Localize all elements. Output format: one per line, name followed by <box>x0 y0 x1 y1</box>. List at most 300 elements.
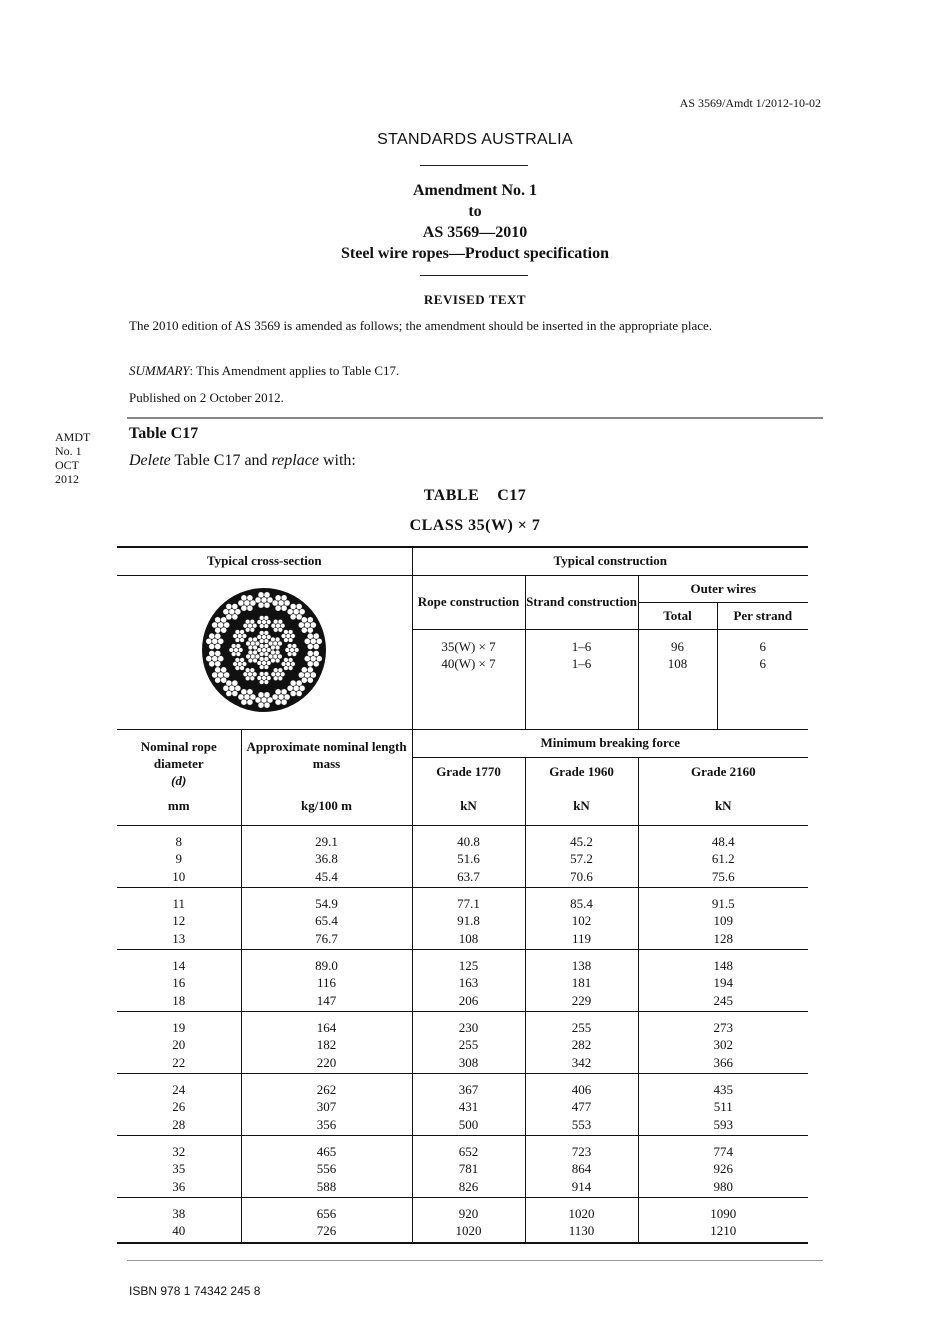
cell-value: 14 <box>172 957 186 973</box>
cell-value: 1210 <box>710 1223 737 1238</box>
wire <box>223 685 229 691</box>
table-cell <box>638 1011 808 1073</box>
published-date: Published on 2 October 2012. <box>129 390 284 405</box>
table-cell <box>412 949 525 1011</box>
wire <box>209 644 215 650</box>
wire <box>278 694 284 700</box>
cell-value: 367 <box>458 1081 479 1097</box>
cell-value: 774 <box>713 1143 734 1159</box>
divider <box>420 275 528 276</box>
wire <box>221 617 227 623</box>
footer-divider <box>127 1260 823 1261</box>
wire <box>308 661 314 667</box>
table-cell <box>525 1073 638 1135</box>
wire <box>241 689 247 695</box>
wire <box>293 685 299 691</box>
wire <box>287 609 293 615</box>
construction-value: 40(W) × 7 <box>441 656 496 671</box>
table-row-group <box>117 1011 808 1073</box>
summary-text: : This Amendment applies to Table C17. <box>189 363 400 378</box>
table-cell <box>117 1197 241 1243</box>
cell-value: 109 <box>713 913 734 928</box>
table-cell <box>117 1135 241 1197</box>
cell-value: 85.4 <box>570 895 593 911</box>
cell-value: 22 <box>172 1054 186 1070</box>
wire <box>299 685 305 691</box>
wire <box>278 619 283 624</box>
cell-value: 366 <box>713 1054 734 1070</box>
cell-value: 102 <box>571 913 592 928</box>
wire <box>308 667 314 673</box>
instruction-end: with: <box>318 452 356 469</box>
table-cell <box>638 949 808 1011</box>
cell-value: 116 <box>316 975 337 990</box>
cell-value: 656 <box>316 1205 337 1221</box>
wire <box>260 631 265 636</box>
wire <box>253 645 258 650</box>
wire <box>247 605 253 611</box>
cell-value: 26 <box>172 1099 186 1114</box>
cell-value: 588 <box>316 1178 337 1194</box>
cell-value: 652 <box>458 1143 479 1159</box>
wire <box>246 619 251 624</box>
header-mass <box>241 729 412 825</box>
wire <box>244 694 250 700</box>
cell-value: 980 <box>713 1178 734 1194</box>
table-cell <box>241 825 412 887</box>
cell-value: 48.4 <box>711 833 735 849</box>
wire <box>235 685 241 691</box>
cell-value: 230 <box>458 1019 479 1035</box>
wire <box>260 616 265 621</box>
rope-construction-values <box>412 629 525 729</box>
wire <box>275 605 281 611</box>
cell-value: 477 <box>571 1099 592 1114</box>
cell-value: 18 <box>172 992 186 1008</box>
cell-value: 229 <box>571 992 592 1008</box>
table-cell <box>525 949 638 1011</box>
cell-value: 1090 <box>710 1205 737 1221</box>
cell-value: 500 <box>458 1116 479 1132</box>
table-cell <box>412 1073 525 1135</box>
table-row-group <box>117 949 808 1011</box>
wire <box>308 644 314 650</box>
cell-value: 255 <box>458 1037 479 1052</box>
cell-value: 342 <box>571 1054 592 1070</box>
wire <box>278 668 283 673</box>
table-cell <box>412 1011 525 1073</box>
cell-value: 593 <box>713 1116 734 1132</box>
wire <box>215 661 221 667</box>
cell-value: 45.2 <box>570 833 593 849</box>
wire <box>221 677 227 683</box>
cell-value: 19 <box>172 1019 186 1035</box>
header-per-strand: Per strand <box>717 602 808 629</box>
cross-section-cell <box>117 575 412 729</box>
cell-value: 16 <box>172 975 186 990</box>
cell-value: 89.0 <box>315 957 338 973</box>
cell-value: 77.1 <box>457 895 480 911</box>
intro-paragraph: The 2010 edition of AS 3569 is amended as follows; the amendment should be inserted in the appropriate place. <box>129 318 713 333</box>
wire <box>281 605 287 611</box>
margin-note-line: OCT <box>55 458 79 472</box>
cell-value: 406 <box>571 1081 592 1097</box>
construction-value: 108 <box>667 656 688 671</box>
cell-value: 307 <box>316 1099 337 1114</box>
cell-value: 431 <box>458 1099 479 1114</box>
table-cell <box>241 949 412 1011</box>
wire <box>226 680 232 686</box>
cell-value: 926 <box>713 1161 734 1176</box>
wire <box>284 658 289 663</box>
delete-word: Delete <box>129 452 171 469</box>
wire <box>305 622 311 628</box>
amendment-margin-note <box>55 430 90 486</box>
wire <box>302 627 308 633</box>
cell-value: 245 <box>713 992 734 1008</box>
wire <box>288 666 293 671</box>
unit-kn: kN <box>525 787 638 825</box>
wire <box>240 638 245 643</box>
wire <box>209 661 215 667</box>
wire <box>215 667 221 673</box>
cell-value: 32 <box>172 1143 186 1159</box>
table-cell <box>241 1011 412 1073</box>
wire <box>296 604 302 610</box>
cell-value: 864 <box>571 1161 592 1176</box>
wire <box>218 622 224 628</box>
wire <box>302 667 308 673</box>
wire <box>229 609 235 615</box>
cell-value: 914 <box>571 1178 592 1194</box>
cell-value: 10 <box>172 868 186 884</box>
wire <box>275 595 281 601</box>
cell-value: 36.8 <box>315 851 338 866</box>
wire <box>238 694 244 700</box>
wire <box>281 699 287 705</box>
table-cell <box>638 887 808 949</box>
wire <box>278 627 283 632</box>
wire <box>226 690 232 696</box>
header-d-symbol: (d) <box>171 772 187 788</box>
wire <box>235 609 241 615</box>
header-grade-1770: Grade 1770 <box>412 757 525 787</box>
wire <box>264 652 269 657</box>
wire <box>308 627 314 633</box>
header-nominal-diameter <box>117 729 241 825</box>
wire <box>290 690 296 696</box>
wire <box>241 605 247 611</box>
wire <box>240 666 245 671</box>
wire <box>292 644 297 649</box>
wire <box>241 595 247 601</box>
cell-value: 781 <box>458 1161 479 1176</box>
wire <box>278 676 283 681</box>
wire <box>271 650 276 655</box>
wire <box>305 656 311 662</box>
wire <box>311 622 317 628</box>
wire <box>260 644 265 649</box>
amendment-number: Amendment No. 1 <box>413 182 537 199</box>
wire <box>276 637 281 642</box>
construction-value: 96 <box>671 638 685 654</box>
table-cell <box>117 887 241 949</box>
cell-value: 356 <box>316 1116 337 1132</box>
wire <box>232 614 238 620</box>
wire <box>218 656 224 662</box>
header-grade-2160: Grade 2160 <box>638 757 808 787</box>
wire <box>247 595 253 601</box>
wire <box>274 668 279 673</box>
cell-value: 148 <box>713 957 734 973</box>
header-strand-construction: Strand construction <box>525 575 638 629</box>
wire <box>261 597 267 603</box>
wire <box>316 638 322 644</box>
cell-value: 1020 <box>568 1205 595 1221</box>
wire <box>221 667 227 673</box>
wire <box>248 637 253 642</box>
wire <box>247 689 253 695</box>
wire <box>221 627 227 633</box>
cell-value: 255 <box>571 1019 592 1035</box>
construction-value: 1–6 <box>571 656 592 671</box>
cell-value: 35 <box>172 1161 186 1176</box>
wire <box>212 622 218 628</box>
wire <box>223 609 229 615</box>
table-row-group <box>117 1197 808 1243</box>
wire <box>281 689 287 695</box>
cell-value: 302 <box>713 1037 734 1052</box>
header-nominal-diameter-text: Nominal rope diameter <box>140 738 217 771</box>
wire <box>212 656 218 662</box>
wire <box>215 644 221 650</box>
table-cell <box>412 825 525 887</box>
cell-value: 63.7 <box>457 868 480 884</box>
wire <box>260 672 265 677</box>
wire <box>271 637 276 642</box>
wire <box>215 651 221 657</box>
standard-number: AS 3569—2010 <box>422 224 528 241</box>
wire <box>290 604 296 610</box>
instruction-line <box>129 452 356 470</box>
wire <box>278 600 284 606</box>
table-cell <box>638 1197 808 1243</box>
wire <box>264 616 269 621</box>
wire <box>275 689 281 695</box>
cell-value: 164 <box>316 1019 337 1035</box>
cell-value: 553 <box>571 1116 592 1132</box>
replace-word: replace <box>271 452 319 469</box>
wire <box>206 656 212 662</box>
wire <box>292 652 297 657</box>
cell-value: 262 <box>316 1081 337 1097</box>
summary-label: SUMMARY <box>129 363 190 378</box>
wire <box>250 627 255 632</box>
table-cell <box>117 825 241 887</box>
cell-value: 920 <box>458 1205 479 1221</box>
table-cell <box>638 1135 808 1197</box>
cell-value: 194 <box>713 975 734 990</box>
organisation-name: STANDARDS AUSTRALIA <box>377 131 573 148</box>
wire <box>215 633 221 639</box>
cell-value: 1020 <box>455 1223 482 1238</box>
header-mass-text: Approximate nominal length mass <box>246 738 407 771</box>
wire <box>212 672 218 678</box>
wire <box>264 624 269 629</box>
wire <box>240 658 245 663</box>
wire <box>276 645 281 650</box>
wire <box>274 619 279 624</box>
cell-value: 40.8 <box>457 833 480 849</box>
wire <box>226 614 232 620</box>
cell-value: 273 <box>713 1019 734 1035</box>
cell-value: 45.4 <box>315 868 338 884</box>
cell-value: 51.6 <box>457 851 480 866</box>
wire <box>264 665 269 670</box>
table-row-group <box>117 887 808 949</box>
cell-value: 9 <box>175 851 182 866</box>
wire <box>313 661 319 667</box>
cell-value: 24 <box>172 1081 186 1097</box>
wire <box>264 672 269 677</box>
wire <box>232 680 238 686</box>
cell-value: 220 <box>316 1054 337 1070</box>
cell-value: 75.6 <box>711 868 735 884</box>
table-subtitle: CLASS 35(W) × 7 <box>409 517 541 534</box>
table-cell <box>241 1073 412 1135</box>
wire <box>236 644 241 649</box>
wire <box>229 685 235 691</box>
cell-value: 119 <box>572 930 592 946</box>
wire <box>264 657 269 662</box>
wire <box>288 638 293 643</box>
cell-value: 147 <box>316 992 337 1008</box>
table-row-group <box>117 1073 808 1135</box>
wire <box>232 690 238 696</box>
wire <box>258 602 264 608</box>
wire <box>299 622 305 628</box>
wire <box>275 699 281 705</box>
wire <box>253 637 258 642</box>
wire <box>246 668 251 673</box>
cell-value: 826 <box>458 1178 479 1194</box>
construction-value: 35(W) × 7 <box>441 638 496 654</box>
wire <box>308 677 314 683</box>
cell-value: 20 <box>172 1037 186 1052</box>
wire <box>215 627 221 633</box>
wire <box>218 638 224 644</box>
strand-construction-values <box>525 629 638 729</box>
wire <box>241 699 247 705</box>
wire <box>272 600 278 606</box>
wire <box>250 668 255 673</box>
wire <box>299 672 305 678</box>
cell-value: 511 <box>713 1099 733 1114</box>
construction-value: 1–6 <box>571 638 592 654</box>
wire <box>288 644 293 649</box>
wire <box>247 699 253 705</box>
wire <box>238 600 244 606</box>
wire <box>253 658 258 663</box>
total-wires-values <box>638 629 717 729</box>
wire <box>276 650 281 655</box>
header-grade-1960: Grade 1960 <box>525 757 638 787</box>
wire <box>267 697 273 703</box>
cell-value: 40 <box>172 1223 186 1238</box>
table-row-group <box>117 825 808 887</box>
table-cell <box>525 825 638 887</box>
cell-value: 108 <box>458 930 479 946</box>
wire <box>258 692 264 698</box>
wire <box>235 630 240 635</box>
summary-paragraph <box>129 362 821 380</box>
wire <box>311 638 317 644</box>
cell-value: 435 <box>713 1081 734 1097</box>
cell-value: 182 <box>316 1037 337 1052</box>
per-strand-values <box>717 629 808 729</box>
rope-cross-section-diagram <box>184 580 344 720</box>
table-cell <box>525 1135 638 1197</box>
margin-note-line: 2012 <box>55 472 79 486</box>
wire <box>255 597 261 603</box>
wire <box>250 619 255 624</box>
standard-title: Steel wire ropes—Product specification <box>341 245 609 262</box>
margin-note-line: No. 1 <box>55 444 82 458</box>
table-cell <box>241 887 412 949</box>
wire <box>302 677 308 683</box>
wire <box>264 639 269 644</box>
wire <box>288 658 293 663</box>
wire <box>240 630 245 635</box>
cell-value: 125 <box>458 957 479 973</box>
instruction-mid: Table C17 and <box>170 452 272 469</box>
header-cross-section: Typical cross-section <box>117 547 412 575</box>
wire <box>209 651 215 657</box>
construction-value: 6 <box>759 656 767 671</box>
wire <box>232 604 238 610</box>
cell-value: 128 <box>713 930 734 946</box>
wire <box>287 685 293 691</box>
wire <box>308 617 314 623</box>
amendment-to: to <box>468 203 482 220</box>
wire <box>284 600 290 606</box>
wire <box>313 651 319 657</box>
table-cell <box>638 825 808 887</box>
wire <box>215 677 221 683</box>
unit-kn: kN <box>638 787 808 825</box>
header-total: Total <box>638 602 717 629</box>
construction-value: 6 <box>759 638 767 654</box>
wire <box>311 656 317 662</box>
cell-value: 65.4 <box>315 913 338 928</box>
cell-value: 54.9 <box>315 895 338 911</box>
cell-value: 28 <box>172 1116 186 1132</box>
table-cell <box>412 1135 525 1197</box>
table-cell <box>525 1197 638 1243</box>
table-cell <box>525 887 638 949</box>
wire <box>313 633 319 639</box>
wire <box>244 600 250 606</box>
wire <box>212 638 218 644</box>
wire <box>258 592 264 598</box>
margin-note-line: AMDT <box>55 430 91 444</box>
wire <box>248 650 253 655</box>
wire <box>253 650 258 655</box>
wire <box>296 690 302 696</box>
wire <box>235 658 240 663</box>
rope-table <box>117 546 808 1244</box>
header-min-breaking-force: Minimum breaking force <box>412 729 808 757</box>
